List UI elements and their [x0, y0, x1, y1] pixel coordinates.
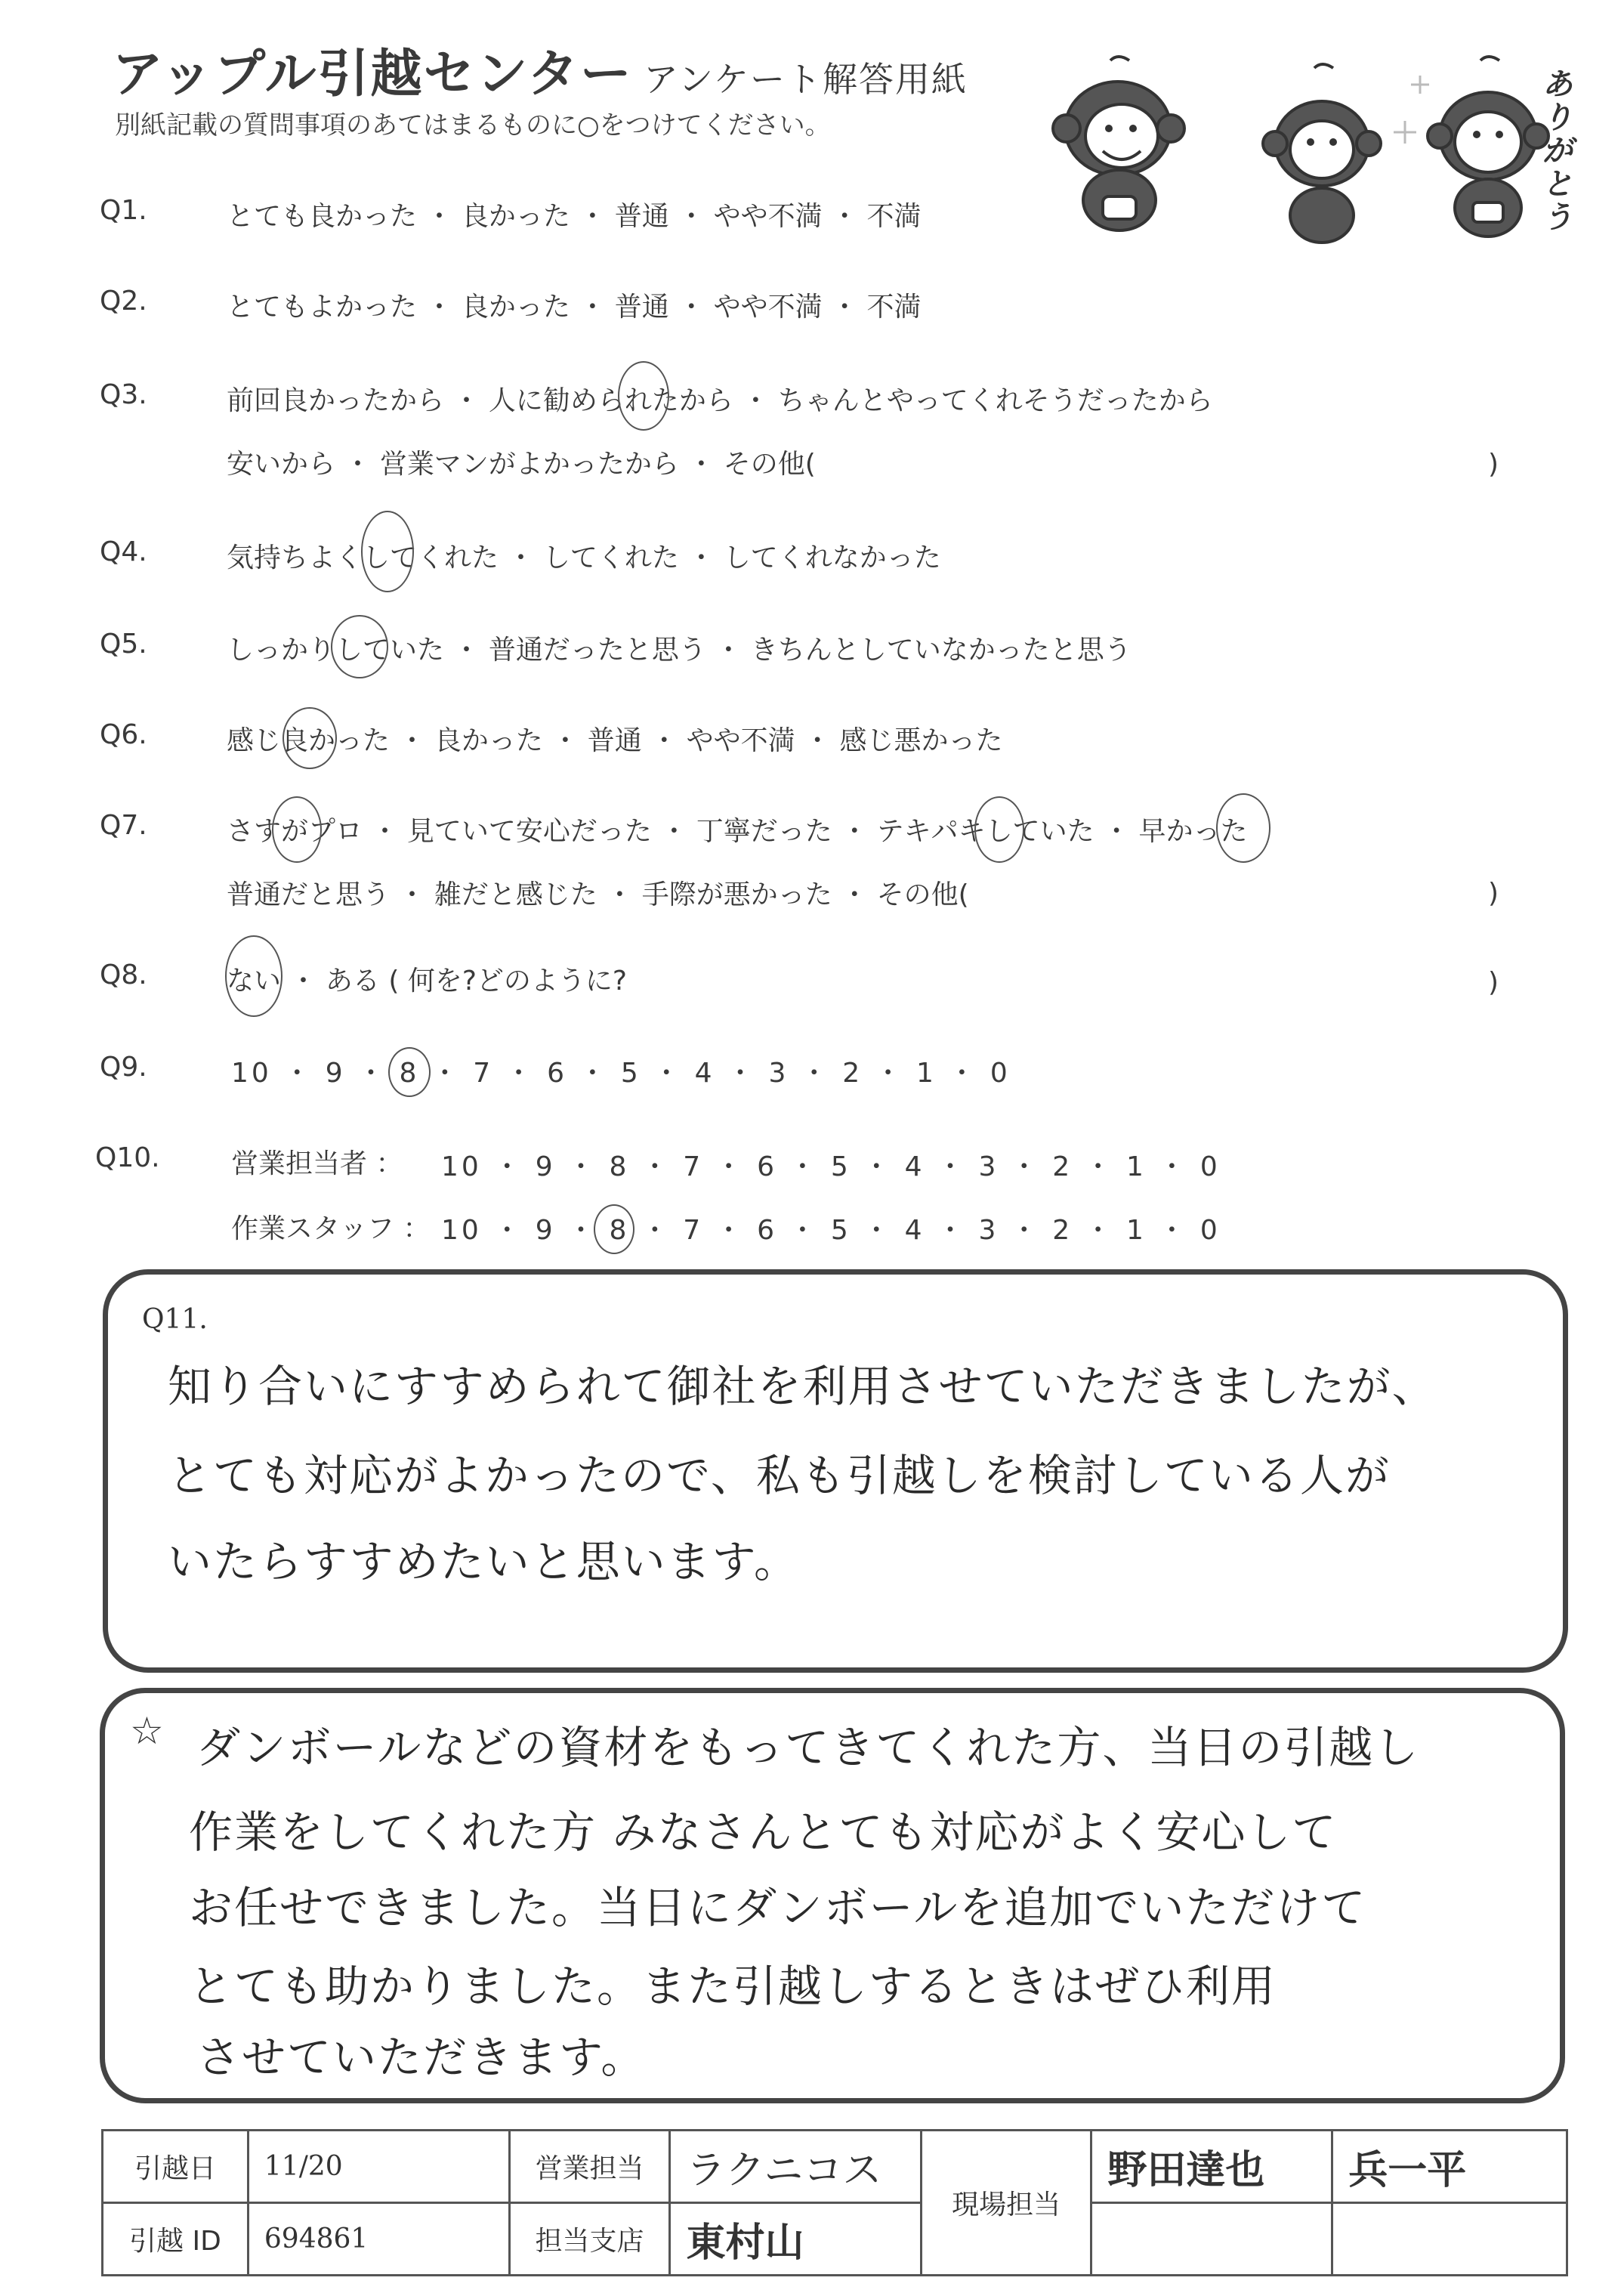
form-subtitle: アンケート解答用紙: [643, 59, 968, 100]
company-name: アップル引越センター: [112, 45, 633, 104]
q1-options: とても良かった ・ 良かった ・ 普通 ・ やや不満 ・ 不満: [227, 201, 922, 232]
q5-options: しっかりしていた ・ 普通だったと思う ・ きちんとしていなかったと思う: [227, 635, 1132, 666]
move-id-value: 694861: [248, 2203, 509, 2276]
q4-number: Q4.: [100, 536, 147, 567]
arigatou-text: ありがとう: [1542, 67, 1573, 235]
q7-options: さすがプロ ・ 見ていて安心だった ・ 丁寧だった ・ テキパキしていた ・ 早かった: [227, 816, 1248, 847]
q6-options: 感じ良かった ・ 良かった ・ 普通 ・ やや不満 ・ 感じ悪かった: [227, 725, 1003, 756]
q9-number: Q9.: [100, 1052, 147, 1083]
q10-number: Q10.: [95, 1142, 160, 1173]
q3-close-paren: ): [1488, 449, 1499, 480]
answer-circle-q7-pro: [272, 796, 322, 863]
instruction-text: 別紙記載の質問事項のあてはまるものに○をつけてください。: [115, 110, 831, 141]
move-date-value: 11/20: [248, 2131, 509, 2203]
q10-staff-label: 作業スタッフ ：: [231, 1213, 431, 1244]
q7-number: Q7.: [100, 810, 147, 841]
q2-options: とてもよかった ・ 良かった ・ 普通 ・ やや不満 ・ 不満: [227, 292, 922, 323]
answer-circle-q9: [388, 1047, 431, 1097]
star-icon: ☆: [130, 1709, 164, 1753]
q10-sales-options: 10 ・ 9 ・ 8 ・ 7 ・ 6 ・ 5 ・ 4 ・ 3 ・ 2 ・ 1 ・ 0: [441, 1151, 1221, 1182]
q8-options: ない ・ ある ( 何を?どのように?: [227, 966, 628, 997]
q7-close-paren: ): [1488, 878, 1499, 909]
q11-number: Q11.: [142, 1304, 208, 1335]
answer-circle-q7-hayai: [1216, 793, 1270, 863]
q3-options: 前回良かったから ・ 人に勧められたから ・ ちゃんとやってくれそうだったから: [227, 385, 1213, 416]
comment-line1: ダンボールなどの資材をもってきてくれた方、当日の引越し: [196, 1722, 1420, 1773]
comment-line5: させていただきます。: [196, 2032, 647, 2083]
q1-number: Q1.: [100, 195, 147, 226]
answer-circle-q5: [331, 615, 388, 678]
answer-circle-q7-tekipaki: [974, 796, 1024, 863]
q11-answer-line2: とても対応がよかったので、私も引越しを検討している人が: [168, 1450, 1391, 1501]
q11-answer-line3: いたらすすめたいと思います。: [168, 1536, 799, 1587]
q5-number: Q5.: [100, 629, 147, 660]
q8-number: Q8.: [100, 960, 147, 990]
site-staff-2: 兵一平: [1332, 2131, 1567, 2203]
sales-rep-value: ラクニコス: [670, 2131, 921, 2203]
q2-number: Q2.: [100, 286, 147, 317]
q11-answer-line1: 知り合いにすすめられて御社を利用させていただきましたが、: [168, 1361, 1437, 1412]
branch-value: 東村山: [670, 2203, 921, 2276]
move-date-label: 引越日: [103, 2131, 249, 2203]
q6-number: Q6.: [100, 719, 147, 750]
move-id-label: 引越 ID: [103, 2203, 249, 2276]
q3-number: Q3.: [100, 379, 147, 410]
site-staff-empty-1: [1091, 2203, 1332, 2276]
q8-close-paren: ): [1488, 967, 1499, 998]
form-title: [112, 33, 968, 107]
site-staff-1: 野田達也: [1091, 2131, 1332, 2203]
q10-staff-options: 10 ・ 9 ・ 8 ・ 7 ・ 6 ・ 5 ・ 4 ・ 3 ・ 2 ・ 1 ・ 0: [441, 1215, 1221, 1246]
monkey-mascots-icon: [1050, 53, 1579, 257]
answer-circle-q3: [618, 361, 669, 431]
answer-circle-q6: [283, 707, 337, 769]
comment-line4: とても助かりました。また引越しするときはぜひ利用: [189, 1961, 1277, 2012]
answer-circle-q8: [225, 935, 283, 1017]
site-staff-empty-2: [1332, 2203, 1567, 2276]
q9-options: 10 ・ 9 ・ 8 ・ 7 ・ 6 ・ 5 ・ 4 ・ 3 ・ 2 ・ 1 ・ 0: [231, 1058, 1011, 1089]
q7-options-line2: 普通だと思う ・ 雑だと感じた ・ 手際が悪かった ・ その他(: [227, 879, 969, 910]
q4-options: 気持ちよくしてくれた ・ してくれた ・ してくれなかった: [227, 542, 941, 573]
q10-sales-label: 営業担当者 ：: [231, 1148, 403, 1179]
answer-circle-q10-staff: [594, 1204, 634, 1254]
site-staff-label: 現場担当: [921, 2131, 1091, 2276]
footer-info-table: [101, 2129, 1568, 2276]
comment-line2: 作業をしてくれた方 みなさんとても対応がよく安心して: [189, 1806, 1338, 1858]
branch-label: 担当支店: [509, 2203, 670, 2276]
mascot-illustration: [1050, 53, 1579, 257]
q3-options-line2: 安いから ・ 営業マンがよかったから ・ その他(: [227, 449, 816, 480]
comment-line3: お任せできました。当日にダンボールを追加でいただけて: [189, 1882, 1367, 1933]
sales-rep-label: 営業担当: [509, 2131, 670, 2203]
answer-circle-q4: [361, 511, 414, 592]
